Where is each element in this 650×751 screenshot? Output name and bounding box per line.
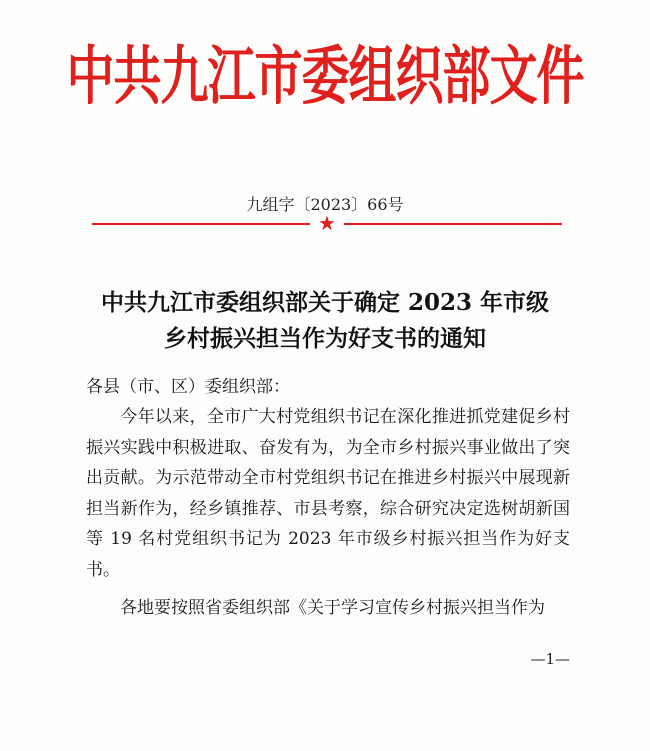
divider-line-left	[92, 223, 310, 225]
star-icon: ★	[318, 211, 336, 235]
body-paragraph-1-text: 今年以来，全市广大村党组织书记在深化推进抓党建促乡村振兴实践中积极进取、奋发有为，为全市乡村振兴事业做出了突出贡献。为示范带动全市村党组织书记在推进乡村振兴中展现新担当新作为，经乡镇推荐、市县考察，综合研究决定选树胡新国等 19 名村党组织书记为 2023 年市级乡村振兴担当作为好支书。	[86, 407, 570, 580]
body-paragraph-2	[86, 593, 570, 624]
document-title-line-1: 中共九江市委组织部关于确定 2023 年市级	[100, 289, 550, 316]
body-paragraph-1	[86, 402, 570, 585]
divider-line-right	[344, 223, 562, 225]
page-number: —1—	[530, 650, 570, 668]
header-divider	[92, 211, 562, 235]
body-paragraph-2-text: 各地要按照省委组织部《关于学习宣传乡村振兴担当作为	[120, 598, 545, 618]
document-number: 九组字〔2023〕66号	[246, 195, 404, 214]
salutation: 各县（市、区）委组织部：	[86, 377, 290, 397]
document-title-line-2: 乡村振兴担当作为好支书的通知	[164, 325, 486, 352]
masthead-title: 中共九江市委组织部文件	[66, 40, 584, 114]
